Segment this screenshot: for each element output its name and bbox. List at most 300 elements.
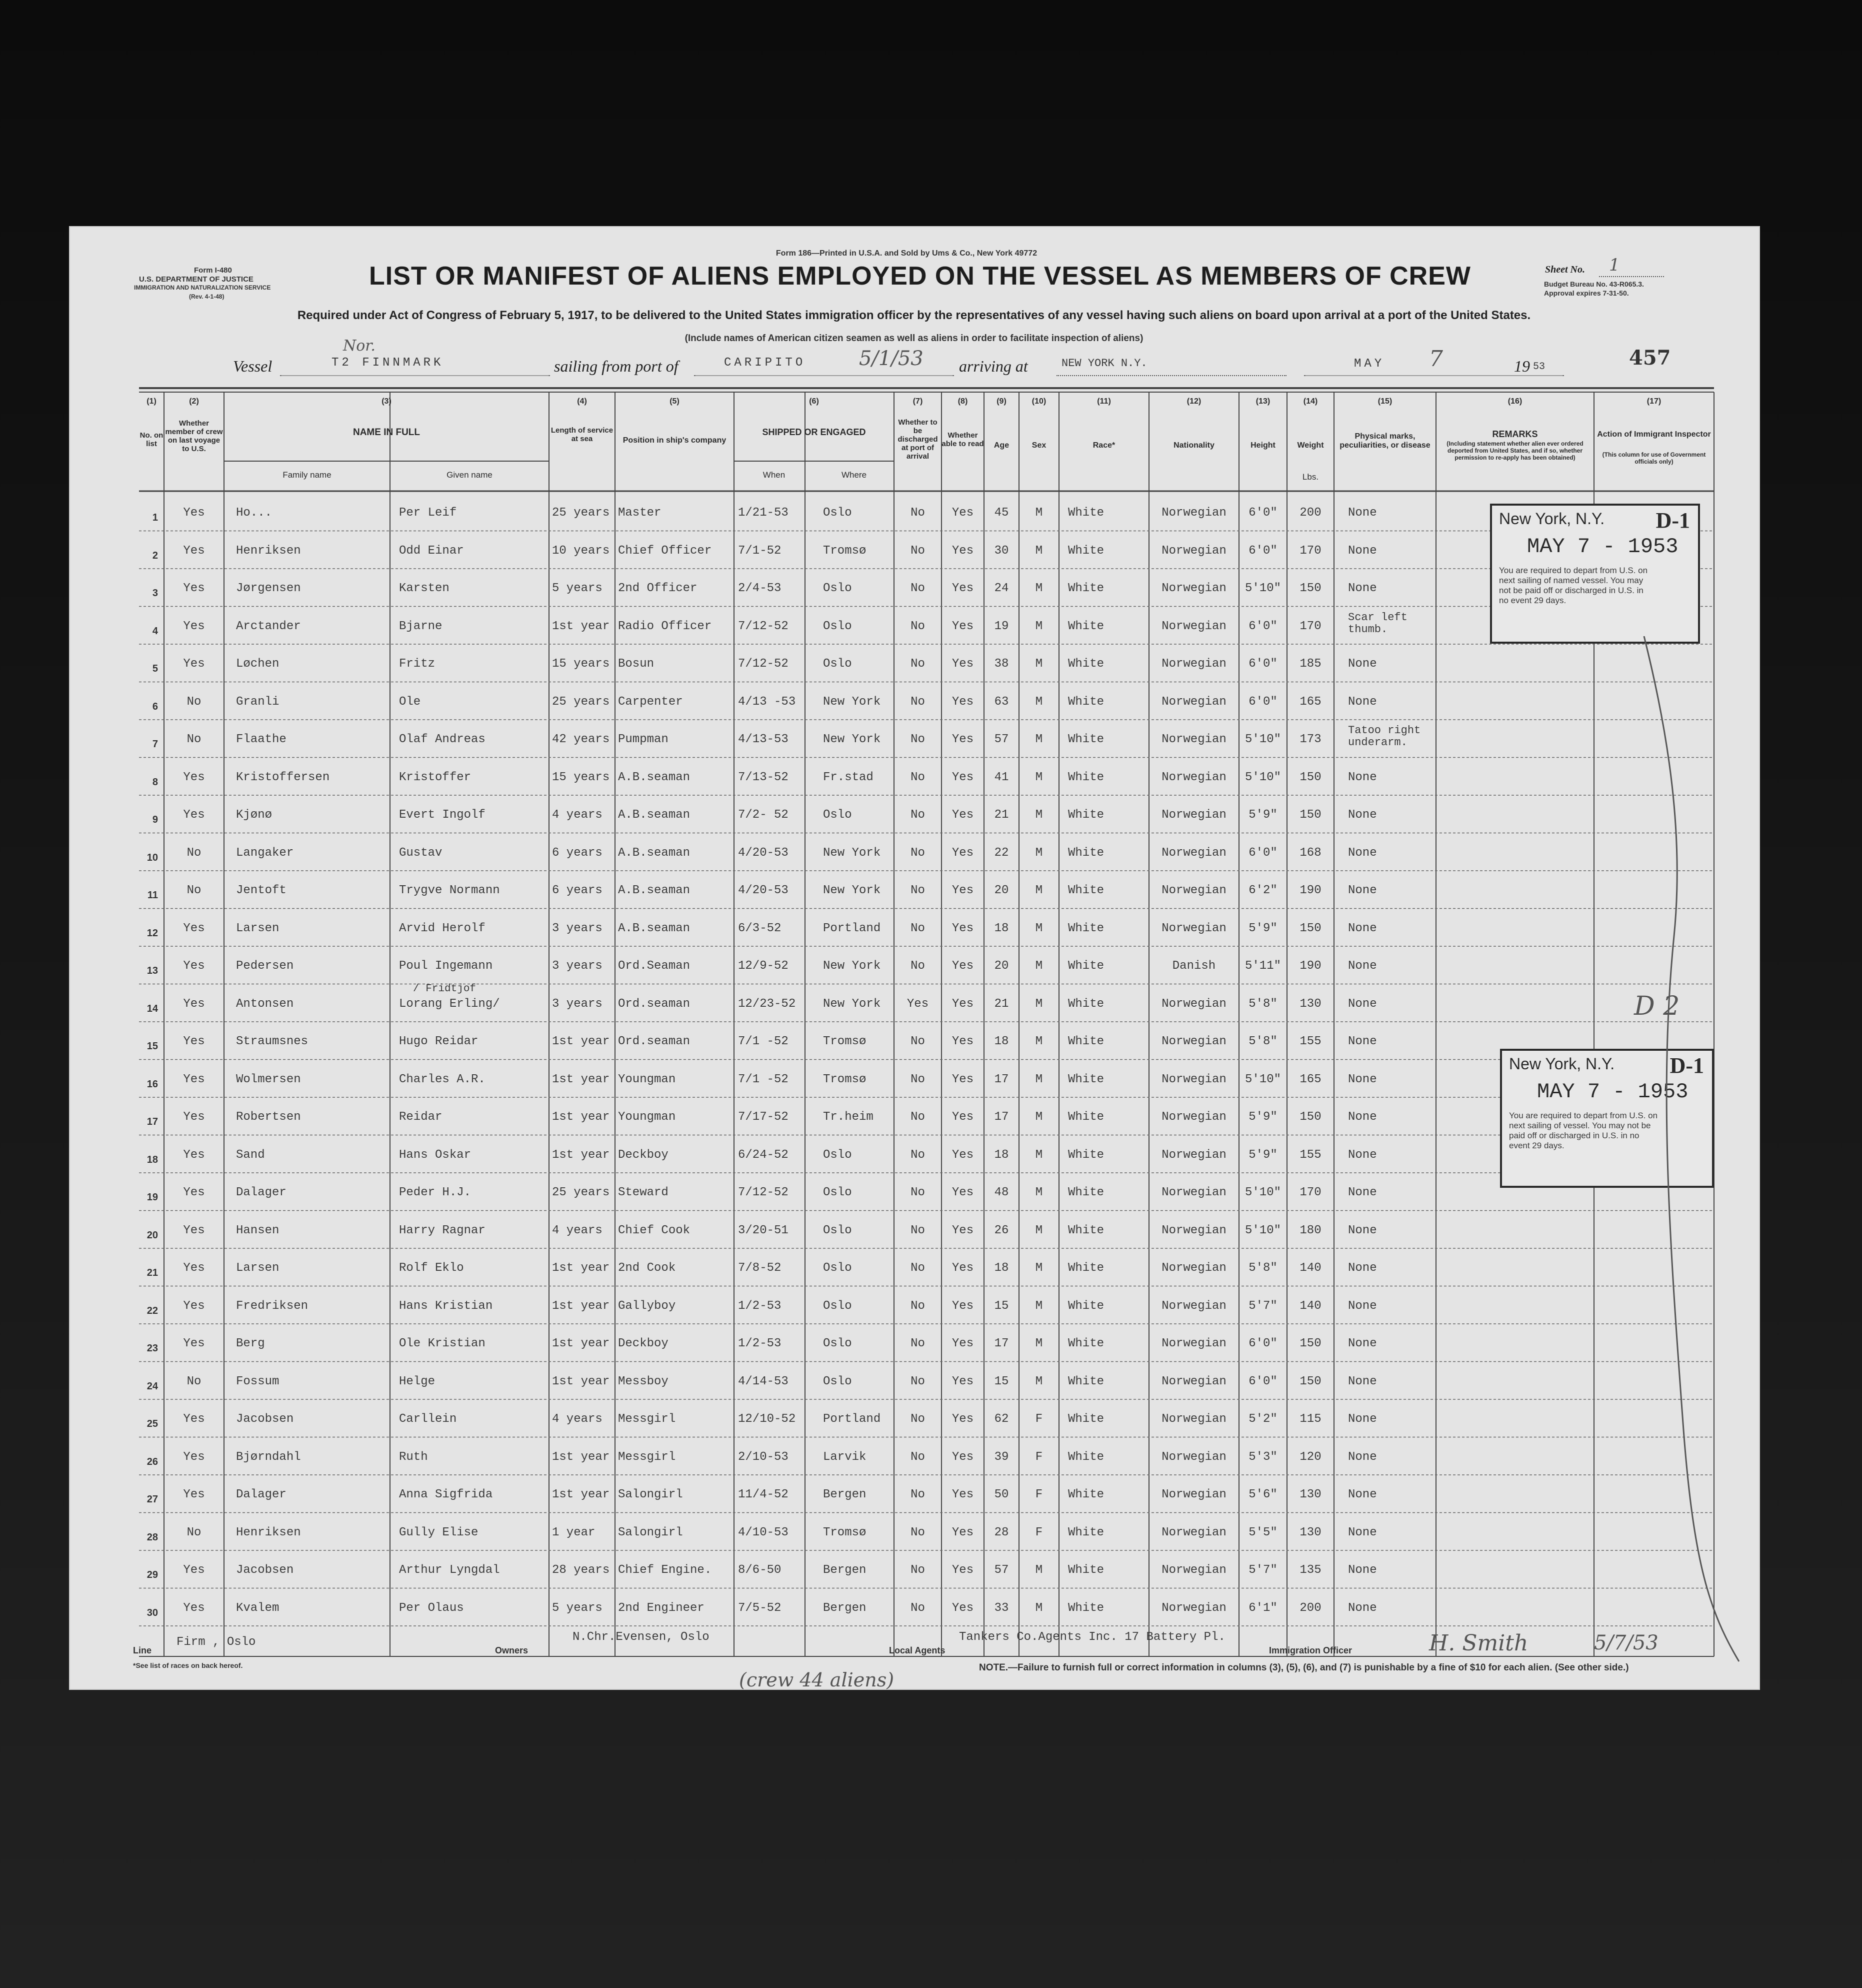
- length-of-service: 15 years: [552, 770, 610, 784]
- shipped-when: 2/10-53: [738, 1450, 788, 1464]
- ship-position: Salongirl: [618, 1488, 683, 1501]
- col-14-number: (14): [1303, 397, 1318, 406]
- physical-marks: None: [1348, 1525, 1377, 1539]
- discharged: No: [910, 1110, 925, 1124]
- length-of-service: 1st year: [552, 1261, 610, 1275]
- ship-position: Carpenter: [618, 695, 683, 709]
- age: 21: [994, 997, 1009, 1011]
- family-name: Ho...: [236, 506, 272, 520]
- nationality: Norwegian: [1162, 506, 1226, 520]
- race: White: [1068, 1110, 1104, 1124]
- discharged: No: [910, 619, 925, 633]
- race: White: [1068, 695, 1104, 709]
- physical-marks: None: [1348, 921, 1377, 935]
- d2-annotation: D 2: [1634, 991, 1680, 1021]
- col-discharged: Whether to be discharged at port of arrival: [898, 418, 938, 461]
- family-name: Kristoffersen: [236, 770, 330, 784]
- sailing-date: 5/1/53: [859, 347, 924, 370]
- nationality: Norwegian: [1162, 582, 1226, 595]
- given-name: Peder H.J.: [399, 1186, 472, 1199]
- ship-position: Messboy: [618, 1374, 668, 1388]
- shipped-when: 7/12-52: [738, 1186, 788, 1199]
- height: 5'7": [1248, 1563, 1278, 1577]
- discharged: No: [910, 1035, 925, 1048]
- sex: M: [1035, 1110, 1043, 1124]
- sex: M: [1035, 1223, 1043, 1237]
- fine-note: NOTE.—Failure to furnish full or correct information in columns (3), (5), (6), and (7) is punishable by a fine of $10 for each alien. (See other side.): [979, 1662, 1629, 1673]
- owners-value: N.Chr.Evensen, Oslo: [572, 1630, 710, 1644]
- nationality: Norwegian: [1162, 770, 1226, 784]
- shipped-where: New York: [823, 997, 881, 1011]
- row-number: 16: [146, 1078, 158, 1090]
- row-number: 28: [146, 1531, 158, 1543]
- race: White: [1068, 1035, 1104, 1048]
- given-name: Harry Ragnar: [399, 1223, 486, 1237]
- able-to-read: Yes: [952, 1488, 974, 1501]
- physical-marks: None: [1348, 808, 1377, 822]
- family-name: Jacobsen: [236, 1563, 294, 1577]
- sex: M: [1035, 1299, 1043, 1313]
- deferred-departure-stamp: [1490, 504, 1700, 644]
- sex: M: [1035, 808, 1043, 822]
- crew-last-voyage: Yes: [183, 1186, 205, 1199]
- ship-position: Radio Officer: [618, 619, 712, 633]
- race: White: [1068, 1337, 1104, 1350]
- height: 5'5": [1248, 1525, 1278, 1539]
- height: 6'0": [1248, 544, 1278, 558]
- bracket-line: [1639, 636, 1749, 1676]
- nationality: Norwegian: [1162, 1148, 1226, 1162]
- nationality: Norwegian: [1162, 1110, 1226, 1124]
- stamp-date: MAY 7 - 1953: [1527, 535, 1678, 559]
- physical-marks: None: [1348, 770, 1377, 784]
- able-to-read: Yes: [952, 695, 974, 709]
- col-name-in-full: NAME IN FULL: [352, 427, 420, 438]
- ship-position: Gallyboy: [618, 1299, 676, 1313]
- given-name: Hugo Reidar: [399, 1035, 478, 1048]
- nationality: Norwegian: [1162, 1035, 1226, 1048]
- nationality: Norwegian: [1162, 1601, 1226, 1615]
- weight: 155: [1300, 1148, 1322, 1162]
- crew-last-voyage: Yes: [183, 1223, 205, 1237]
- shipped-where: Oslo: [823, 1261, 852, 1275]
- shipped-where: Fr.stad: [823, 770, 874, 784]
- shipped-where: Oslo: [823, 1223, 852, 1237]
- crew-last-voyage: Yes: [183, 1337, 205, 1350]
- age: 22: [994, 846, 1009, 860]
- race: White: [1068, 544, 1104, 558]
- physical-marks: None: [1348, 1488, 1377, 1501]
- shipped-when: 1/2-53: [738, 1337, 782, 1350]
- col-action-sub: (This column for use of Government officials only): [1602, 451, 1706, 465]
- row-number: 29: [146, 1569, 158, 1580]
- nationality: Norwegian: [1162, 1223, 1226, 1237]
- row-number: 9: [152, 814, 158, 825]
- race: White: [1068, 1186, 1104, 1199]
- physical-marks: Scar left thumb.: [1348, 611, 1408, 636]
- arrival-month: MAY: [1354, 357, 1385, 371]
- given-name: Ole: [399, 695, 421, 709]
- sex: M: [1035, 506, 1043, 520]
- ship-position: Chief Engine.: [618, 1563, 712, 1577]
- discharged: No: [910, 695, 925, 709]
- ship-position: Chief Cook: [618, 1223, 690, 1237]
- row-number: 11: [147, 890, 158, 901]
- weight: 190: [1300, 959, 1322, 973]
- age: 18: [994, 1148, 1009, 1162]
- nationality: Norwegian: [1162, 1488, 1226, 1501]
- height: 6'0": [1248, 846, 1278, 860]
- col-10-number: (10): [1032, 397, 1046, 406]
- crew-last-voyage: Yes: [183, 1450, 205, 1464]
- physical-marks: None: [1348, 1601, 1377, 1615]
- race: White: [1068, 808, 1104, 822]
- physical-marks: None: [1348, 1110, 1377, 1124]
- race: White: [1068, 1601, 1104, 1615]
- shipped-when: 7/1-52: [738, 544, 782, 558]
- col-height: Height: [1250, 441, 1276, 450]
- crew-last-voyage: Yes: [183, 1035, 205, 1048]
- col-15-number: (15): [1378, 397, 1392, 406]
- discharged: No: [910, 657, 925, 671]
- row-number: 5: [152, 663, 158, 674]
- able-to-read: Yes: [952, 1261, 974, 1275]
- crew-last-voyage: No: [186, 1525, 202, 1539]
- race: White: [1068, 921, 1104, 935]
- weight: 155: [1300, 1035, 1322, 1048]
- sex: M: [1035, 1563, 1043, 1577]
- col-remarks-sub: (Including statement whether alien ever ordered deported from United States, and if so, whether permission to re-apply has been obtained): [1446, 440, 1584, 461]
- col-3-number: (3): [382, 397, 392, 406]
- able-to-read: Yes: [952, 1563, 974, 1577]
- given-name: Gustav: [399, 846, 442, 860]
- service-name: IMMIGRATION AND NATURALIZATION SERVICE: [134, 284, 271, 291]
- shipped-where: Oslo: [823, 808, 852, 822]
- weight: 130: [1300, 1488, 1322, 1501]
- ship-position: A.B.seaman: [618, 846, 690, 860]
- family-name: Antonsen: [236, 997, 294, 1011]
- height: 5'2": [1248, 1412, 1278, 1426]
- height: 6'0": [1248, 1374, 1278, 1388]
- able-to-read: Yes: [952, 582, 974, 595]
- sex: F: [1035, 1525, 1043, 1539]
- weight: 115: [1300, 1412, 1322, 1426]
- physical-marks: None: [1348, 1148, 1377, 1162]
- family-name: Dalager: [236, 1186, 286, 1199]
- shipped-when: 1/2-53: [738, 1299, 782, 1313]
- age: 62: [994, 1412, 1009, 1426]
- race: White: [1068, 1223, 1104, 1237]
- shipped-when: 7/2- 52: [738, 808, 788, 822]
- col-7-number: (7): [912, 397, 923, 406]
- shipped-when: 8/6-50: [738, 1563, 782, 1577]
- crew-last-voyage: Yes: [183, 1110, 205, 1124]
- length-of-service: 1st year: [552, 1035, 610, 1048]
- nationality: Norwegian: [1162, 733, 1226, 746]
- shipped-where: Bergen: [823, 1488, 866, 1501]
- length-of-service: 1st year: [552, 1299, 610, 1313]
- sex: M: [1035, 733, 1043, 746]
- shipped-where: Bergen: [823, 1601, 866, 1615]
- discharged: No: [910, 582, 925, 595]
- physical-marks: None: [1348, 1450, 1377, 1464]
- discharged: No: [910, 733, 925, 746]
- family-name: Dalager: [236, 1488, 286, 1501]
- family-name: Jacobsen: [236, 1412, 294, 1426]
- shipped-when: 7/1 -52: [738, 1035, 788, 1048]
- arriving-line: [1056, 375, 1286, 376]
- age: 24: [994, 582, 1009, 595]
- sex: M: [1035, 1601, 1043, 1615]
- sheet-number: 1: [1609, 255, 1620, 275]
- weight: 170: [1300, 619, 1322, 633]
- height: 5'10": [1244, 1186, 1281, 1199]
- nationality: Norwegian: [1162, 808, 1226, 822]
- age: 20: [994, 884, 1009, 897]
- discharged: No: [910, 1450, 925, 1464]
- nationality: Danish: [1172, 959, 1216, 973]
- subtitle-note: (Include names of American citizen seamen as well as aliens in order to facilitate inspection of aliens): [684, 333, 1144, 344]
- crew-last-voyage: Yes: [183, 1601, 205, 1615]
- row-number: 24: [146, 1380, 158, 1392]
- col-age: Age: [994, 441, 1010, 450]
- discharged: No: [910, 1072, 925, 1086]
- discharged: No: [910, 846, 925, 860]
- shipped-when: 7/5-52: [738, 1601, 782, 1615]
- able-to-read: Yes: [952, 506, 974, 520]
- col-1-number: (1): [146, 397, 156, 406]
- physical-marks: None: [1348, 1299, 1377, 1313]
- form-id: Form I-480: [194, 266, 232, 275]
- manifest-sheet: [69, 226, 1760, 1690]
- ship-position: 2nd Engineer: [618, 1601, 704, 1615]
- family-name: Robertsen: [236, 1110, 301, 1124]
- col-crew-last-voyage: Whether member of crew on last voyage to U.S.: [165, 419, 223, 453]
- age: 30: [994, 544, 1009, 558]
- family-name: Langaker: [236, 846, 294, 860]
- physical-marks: None: [1348, 1186, 1377, 1199]
- shipped-where: Tromsø: [823, 1072, 866, 1086]
- shipped-where: New York: [823, 846, 881, 860]
- row-number: 23: [146, 1343, 158, 1354]
- discharged: No: [910, 506, 925, 520]
- physical-marks: Tatoo right underarm.: [1348, 724, 1421, 749]
- row-number: 21: [146, 1267, 158, 1278]
- sex: M: [1035, 959, 1043, 973]
- stamp-code: D-1: [1656, 508, 1690, 533]
- shipped-where: Oslo: [823, 1374, 852, 1388]
- sailing-label: sailing from port of: [554, 357, 678, 375]
- col-length-of-service: Length of service at sea: [550, 426, 614, 443]
- shipped-where: Tromsø: [823, 544, 866, 558]
- weight: 150: [1300, 921, 1322, 935]
- height: 5'8": [1248, 1035, 1278, 1048]
- sex: M: [1035, 657, 1043, 671]
- crew-last-voyage: Yes: [183, 959, 205, 973]
- age: 17: [994, 1110, 1009, 1124]
- length-of-service: 3 years: [552, 997, 602, 1011]
- col-when: When: [762, 470, 786, 480]
- physical-marks: None: [1348, 846, 1377, 860]
- discharged: No: [910, 1261, 925, 1275]
- col-family-name: Family name: [282, 470, 332, 480]
- family-name: Wolmersen: [236, 1072, 301, 1086]
- col-given-name: Given name: [446, 470, 492, 480]
- weight: 165: [1300, 695, 1322, 709]
- row-number: 8: [152, 776, 158, 788]
- col-remarks: REMARKS: [1492, 429, 1538, 439]
- subtitle: Required under Act of Congress of February 5, 1917, to be delivered to the United States immigration officer by the representatives of any vessel having such aliens on board upon arrival at a port of the United States.: [297, 309, 1531, 322]
- able-to-read: Yes: [952, 1337, 974, 1350]
- given-name: Olaf Andreas: [399, 733, 486, 746]
- able-to-read: Yes: [952, 1148, 974, 1162]
- weight: 150: [1300, 1337, 1322, 1350]
- row-number: 18: [146, 1154, 158, 1165]
- ship-position: Ord.seaman: [618, 997, 690, 1011]
- col-12-number: (12): [1186, 397, 1202, 406]
- weight: 170: [1300, 544, 1322, 558]
- length-of-service: 10 years: [552, 544, 610, 558]
- shipped-where: New York: [823, 959, 881, 973]
- nationality: Norwegian: [1162, 1412, 1226, 1426]
- physical-marks: None: [1348, 1035, 1377, 1048]
- shipped-when: 6/3-52: [738, 921, 782, 935]
- family-name: Pedersen: [236, 959, 294, 973]
- family-name: Flaathe: [236, 733, 286, 746]
- row-number: 7: [152, 739, 158, 750]
- physical-marks: None: [1348, 1337, 1377, 1350]
- weight: 150: [1300, 808, 1322, 822]
- col-no-on-list: No. on list: [140, 431, 164, 448]
- age: 39: [994, 1450, 1009, 1464]
- given-name: Karsten: [399, 582, 450, 595]
- crew-last-voyage: No: [186, 733, 202, 746]
- height: 6'0": [1248, 619, 1278, 633]
- able-to-read: Yes: [952, 1110, 974, 1124]
- col-8-number: (8): [958, 397, 968, 406]
- able-to-read: Yes: [952, 1223, 974, 1237]
- ship-position: Ord.Seaman: [618, 959, 690, 973]
- col-9-number: (9): [996, 397, 1006, 406]
- crew-last-voyage: Yes: [183, 921, 205, 935]
- col-where: Where: [841, 470, 867, 480]
- crew-last-voyage: Yes: [183, 997, 205, 1011]
- row-number: 17: [146, 1116, 158, 1127]
- age: 20: [994, 959, 1009, 973]
- nationality: Norwegian: [1162, 1186, 1226, 1199]
- height: 5'10": [1244, 1072, 1281, 1086]
- weight: 185: [1300, 657, 1322, 671]
- department: U.S. DEPARTMENT OF JUSTICE: [139, 275, 254, 284]
- ship-position: Master: [618, 506, 662, 520]
- crew-last-voyage: Yes: [183, 582, 205, 595]
- shipped-where: Portland: [823, 1412, 881, 1426]
- nationality: Norwegian: [1162, 1525, 1226, 1539]
- crew-last-voyage: No: [186, 695, 202, 709]
- given-name: Reidar: [399, 1110, 442, 1124]
- shipped-when: 1/21-53: [738, 506, 788, 520]
- family-name: Løchen: [236, 657, 280, 671]
- crew-last-voyage: No: [186, 1374, 202, 1388]
- race: White: [1068, 1525, 1104, 1539]
- row-number: 27: [146, 1494, 158, 1505]
- col-17-number: (17): [1646, 397, 1662, 406]
- shipped-where: Oslo: [823, 619, 852, 633]
- shipped-where: Tromsø: [823, 1035, 866, 1048]
- vessel-label: Vessel: [233, 357, 272, 375]
- physical-marks: None: [1348, 959, 1377, 973]
- shipped-when: 2/4-53: [738, 582, 782, 595]
- col-11-number: (11): [1097, 397, 1111, 406]
- physical-marks: None: [1348, 997, 1377, 1011]
- shipped-when: 12/10-52: [738, 1412, 796, 1426]
- weight: 120: [1300, 1450, 1322, 1464]
- age: 17: [994, 1072, 1009, 1086]
- physical-marks: None: [1348, 884, 1377, 897]
- given-name: Hans Oskar: [399, 1148, 472, 1162]
- sex: M: [1035, 619, 1043, 633]
- col-sex: Sex: [1032, 441, 1046, 450]
- age: 57: [994, 733, 1009, 746]
- ship-position: Chief Officer: [618, 544, 712, 558]
- line-label: Line: [133, 1645, 152, 1655]
- ship-position: Deckboy: [618, 1337, 668, 1350]
- height: 6'0": [1248, 657, 1278, 671]
- sheet-label: Sheet No.: [1545, 264, 1585, 275]
- race: White: [1068, 1072, 1104, 1086]
- discharged: No: [910, 1337, 925, 1350]
- crew-last-voyage: Yes: [183, 1148, 205, 1162]
- length-of-service: 1st year: [552, 1110, 610, 1124]
- height: 5'9": [1248, 921, 1278, 935]
- sex: F: [1035, 1488, 1043, 1501]
- shipped-when: 11/4-52: [738, 1488, 788, 1501]
- year-suffix: 53: [1533, 361, 1546, 373]
- age: 21: [994, 808, 1009, 822]
- shipped-where: Oslo: [823, 1186, 852, 1199]
- family-name: Kjønø: [236, 808, 272, 822]
- discharged: No: [910, 1563, 925, 1577]
- sex: M: [1035, 1148, 1043, 1162]
- race: White: [1068, 846, 1104, 860]
- race-note: *See list of races on back hereof.: [133, 1661, 243, 1669]
- nationality: Norwegian: [1162, 544, 1226, 558]
- year-prefix: 19: [1514, 357, 1530, 375]
- given-name: Bjarne: [399, 619, 442, 633]
- discharged: No: [910, 808, 925, 822]
- age: 15: [994, 1374, 1009, 1388]
- height: 5'10": [1244, 770, 1281, 784]
- row-number: 1: [152, 512, 158, 523]
- given-name: Ruth: [399, 1450, 428, 1464]
- col-5-number: (5): [670, 397, 680, 406]
- family-name: Kvalem: [236, 1601, 280, 1615]
- stamp-city: New York, N.Y.: [1499, 510, 1605, 528]
- approval-expiry: Approval expires 7-31-50.: [1544, 289, 1629, 297]
- given-name: Helge: [399, 1374, 436, 1388]
- page-title: LIST OR MANIFEST OF ALIENS EMPLOYED ON THE VESSEL AS MEMBERS OF CREW: [369, 262, 1471, 291]
- sheet-line: [1599, 276, 1664, 277]
- shipped-when: 4/20-53: [738, 884, 788, 897]
- shipped-when: 3/20-51: [738, 1223, 788, 1237]
- given-name-extra: / Fridtjof: [413, 983, 476, 995]
- discharged: No: [910, 770, 925, 784]
- age: 17: [994, 1337, 1009, 1350]
- crew-last-voyage: Yes: [183, 770, 205, 784]
- crew-last-voyage: Yes: [183, 1563, 205, 1577]
- age: 38: [994, 657, 1009, 671]
- able-to-read: Yes: [952, 544, 974, 558]
